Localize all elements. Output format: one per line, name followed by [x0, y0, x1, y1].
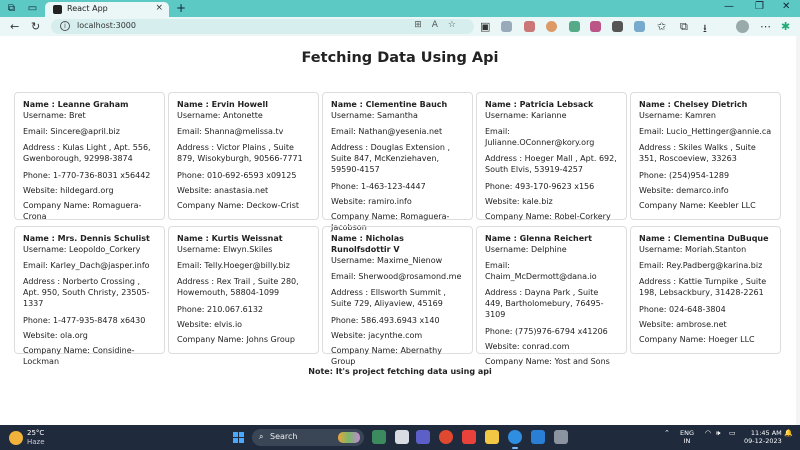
- system-clock[interactable]: [744, 429, 782, 445]
- user-username: Username: Karianne: [485, 111, 567, 120]
- user-company: Company Name: Romaguera-Crona: [23, 201, 142, 221]
- show-hidden-icons[interactable]: ⌃: [664, 429, 670, 437]
- user-card: [168, 92, 319, 220]
- page-title: Fetching Data Using Api: [301, 50, 499, 66]
- user-card: [630, 92, 781, 220]
- split-screen-icon[interactable]: ▣: [480, 20, 491, 33]
- start-button[interactable]: [233, 432, 244, 443]
- user-card: [14, 226, 165, 366]
- search-icon: ⌕: [259, 432, 264, 441]
- user-phone: Phone: 1-463-123-4447: [331, 182, 426, 191]
- site-info-icon[interactable]: i: [60, 21, 70, 31]
- clock-date: 09-12-2023: [744, 437, 782, 445]
- profile-avatar-icon[interactable]: [736, 20, 749, 33]
- user-address: Address : Ellsworth Summit , Suite 729, Aliyaview, 45169: [331, 288, 446, 308]
- user-card: [322, 226, 473, 366]
- user-address: Address : Rex Trail , Suite 280, Howemouth, 58804-1099: [177, 277, 299, 297]
- store-app-icon[interactable]: [462, 430, 476, 444]
- user-phone: Phone: 1-770-736-8031 x56442: [23, 171, 151, 180]
- page-viewport: [0, 36, 800, 425]
- user-email: Email: Shanna@melissa.tv: [177, 127, 284, 136]
- new-tab-button[interactable]: +: [176, 1, 187, 15]
- copilot-icon[interactable]: ✱: [781, 20, 791, 33]
- user-phone: Phone: 1-477-935-8478 x6430: [23, 316, 146, 325]
- user-phone: Phone: (254)954-1289: [639, 171, 730, 180]
- snipping-tool-icon[interactable]: [554, 430, 568, 444]
- user-website: Website: elvis.io: [177, 320, 243, 329]
- user-phone: Phone: 586.493.6943 x140: [331, 316, 440, 325]
- user-website: Website: demarco.info: [639, 186, 729, 195]
- user-name: Name : Clementine Bauch: [331, 100, 448, 109]
- user-card: [14, 92, 165, 220]
- extension-icon-2[interactable]: [524, 21, 535, 32]
- user-phone: Phone: 024-648-3804: [639, 305, 726, 314]
- user-address: Address : Kulas Light , Apt. 556, Gwenborough, 92998-3874: [23, 143, 151, 163]
- weather-icon[interactable]: [9, 431, 23, 445]
- refresh-icon[interactable]: ↻: [31, 20, 41, 33]
- weather-description[interactable]: Haze: [27, 438, 45, 446]
- user-address: Address : Skiles Walks , Suite 351, Roscoeview, 33263: [639, 143, 756, 163]
- more-menu-icon[interactable]: ⋯: [760, 20, 771, 33]
- favorites-icon[interactable]: ✩: [657, 20, 667, 33]
- search-highlight-icon: [338, 432, 360, 443]
- maximize-button[interactable]: ❐: [755, 1, 764, 12]
- user-username: Username: Leopoldo_Corkery: [23, 245, 141, 254]
- extension-icon-5[interactable]: [590, 21, 601, 32]
- tab-strip: [0, 0, 800, 17]
- user-name: Name : Kurtis Weissnat: [177, 234, 283, 243]
- teams-app-icon[interactable]: [416, 430, 430, 444]
- extension-icon-6[interactable]: [612, 21, 623, 32]
- notifications-icon[interactable]: 🔔: [784, 429, 793, 437]
- browser-toolbar: [0, 17, 800, 36]
- user-username: Username: Maxime_Nienow: [331, 256, 443, 265]
- user-email: Email: Lucio_Hettinger@annie.ca: [639, 127, 772, 136]
- user-website: Website: ramiro.info: [331, 197, 412, 206]
- task-view-icon[interactable]: [395, 430, 409, 444]
- user-phone: Phone: 493-170-9623 x156: [485, 182, 595, 191]
- user-email: Email: Sherwood@rosamond.me: [331, 272, 462, 281]
- user-name: Name : Chelsey Dietrich: [639, 100, 748, 109]
- user-username: Username: Samantha: [331, 111, 418, 120]
- extension-icon-1[interactable]: [501, 21, 512, 32]
- user-email: Email: Karley_Dach@jasper.info: [23, 261, 150, 270]
- user-name: Name : Leanne Graham: [23, 100, 129, 109]
- back-icon[interactable]: ←: [10, 20, 20, 33]
- user-company: Company Name: Johns Group: [177, 335, 295, 344]
- volume-icon[interactable]: 🕪: [716, 429, 721, 437]
- user-website: Website: jacynthe.com: [331, 331, 423, 340]
- user-company: Company Name: Deckow-Crist: [177, 201, 299, 210]
- clock-time: 11:45 AM: [750, 429, 782, 437]
- tab-title: React App: [67, 4, 108, 13]
- user-name: Name : Glenna Reichert: [485, 234, 592, 243]
- minimize-button[interactable]: —: [724, 1, 734, 12]
- file-explorer-icon[interactable]: [485, 430, 499, 444]
- user-company: Company Name: Abernathy Group: [331, 346, 442, 366]
- user-phone: Phone: 210.067.6132: [177, 305, 264, 314]
- tab-close-icon[interactable]: ×: [155, 3, 163, 13]
- user-company: Company Name: Keebler LLC: [639, 201, 756, 210]
- user-website: Website: anastasia.net: [177, 186, 269, 195]
- widgets-app-icon[interactable]: [372, 430, 386, 444]
- user-website: Website: conrad.com: [485, 342, 570, 351]
- user-username: Username: Kamren: [639, 111, 716, 120]
- user-email: Email: Nathan@yesenia.net: [331, 127, 443, 136]
- user-company: Company Name: Robel-Corkery: [485, 212, 611, 221]
- user-website: Website: kale.biz: [485, 197, 553, 206]
- user-website: Website: ambrose.net: [639, 320, 727, 329]
- user-company: Company Name: Romaguera-Jacobson: [331, 212, 450, 232]
- user-username: Username: Bret: [23, 111, 86, 120]
- user-card: [168, 226, 319, 354]
- region-code: IN: [683, 437, 691, 445]
- wifi-icon[interactable]: ◠: [705, 429, 712, 437]
- user-name: Name : Nicholas Runolfsdottir V: [331, 234, 404, 254]
- url-text[interactable]: localhost:3000: [77, 21, 136, 30]
- user-address: Address : Douglas Extension , Suite 847, McKenziehaven, 59590-4157: [331, 143, 451, 174]
- user-email: Email: Telly.Hoeger@billy.biz: [177, 261, 290, 270]
- taskbar-search[interactable]: [252, 429, 364, 446]
- user-address: Address : Victor Plains , Suite 879, Wisokyburgh, 90566-7771: [177, 143, 303, 163]
- chrome-app-icon[interactable]: [439, 430, 453, 444]
- user-website: Website: ola.org: [23, 331, 88, 340]
- page-scrollbar[interactable]: [796, 36, 800, 425]
- user-email: Email: Sincere@april.biz: [23, 127, 120, 136]
- weather-temperature[interactable]: 25°C: [27, 429, 45, 437]
- user-address: Address : Norberto Crossing , Apt. 950, South Christy, 23505-1337: [23, 277, 150, 308]
- user-card: [322, 92, 473, 232]
- extension-icon-7[interactable]: [634, 21, 645, 32]
- user-company: Company Name: Yost and Sons: [485, 357, 610, 366]
- user-phone: Phone: 010-692-6593 x09125: [177, 171, 297, 180]
- search-label: Search: [270, 432, 298, 441]
- user-address: Address : Kattie Turnpike , Suite 198, Lebsackbury, 31428-2261: [639, 277, 767, 297]
- user-address: Address : Dayna Park , Suite 449, Bartholomebury, 76495-3109: [485, 288, 604, 319]
- user-name: Name : Patricia Lebsack: [485, 100, 594, 109]
- user-name: Name : Clementina DuBuque: [639, 234, 769, 243]
- close-window-button[interactable]: ✕: [782, 1, 791, 12]
- workspaces-icon[interactable]: ⧉: [7, 3, 16, 14]
- user-card: [476, 92, 627, 220]
- user-name: Name : Mrs. Dennis Schulist: [23, 234, 150, 243]
- user-card: [476, 226, 627, 366]
- footer-note: Note: It's project fetching data using api: [308, 367, 492, 376]
- user-username: Username: Antonette: [177, 111, 263, 120]
- address-bar[interactable]: [51, 19, 474, 34]
- user-website: Website: hildegard.org: [23, 186, 114, 195]
- vscode-app-icon[interactable]: [531, 430, 545, 444]
- user-username: Username: Delphine: [485, 245, 567, 254]
- user-card: [630, 226, 781, 354]
- language-code: ENG: [680, 429, 695, 437]
- user-username: Username: Elwyn.Skiles: [177, 245, 273, 254]
- extension-icon-4[interactable]: [569, 21, 580, 32]
- user-phone: Phone: (775)976-6794 x41206: [485, 327, 608, 336]
- taskbar: [0, 425, 800, 450]
- user-email: Email: Rey.Padberg@karina.biz: [639, 261, 763, 270]
- user-email: Email: Julianne.OConner@kory.org: [485, 127, 595, 147]
- collections-icon[interactable]: ⧉: [680, 20, 688, 33]
- tab-react-app[interactable]: [45, 2, 169, 17]
- user-company: Company Name: Hoeger LLC: [639, 335, 755, 344]
- address-bar-actions[interactable]: ⊞A☆: [414, 20, 466, 30]
- user-address: Address : Hoeger Mall , Apt. 692, South Elvis, 53919-4257: [485, 154, 617, 174]
- user-name: Name : Ervin Howell: [177, 100, 268, 109]
- user-username: Username: Moriah.Stanton: [639, 245, 747, 254]
- battery-icon[interactable]: ▭: [729, 429, 736, 437]
- language-indicator[interactable]: [680, 429, 694, 445]
- downloads-icon[interactable]: ⭳: [703, 22, 707, 35]
- tab-actions-icon[interactable]: ▭: [27, 3, 38, 14]
- extension-icon-3[interactable]: [546, 21, 557, 32]
- edge-app-icon[interactable]: [508, 430, 522, 444]
- user-company: Company Name: Considine-Lockman: [23, 346, 135, 366]
- user-email: Email: Chaim_McDermott@dana.io: [485, 261, 597, 281]
- react-favicon-icon: [53, 5, 62, 14]
